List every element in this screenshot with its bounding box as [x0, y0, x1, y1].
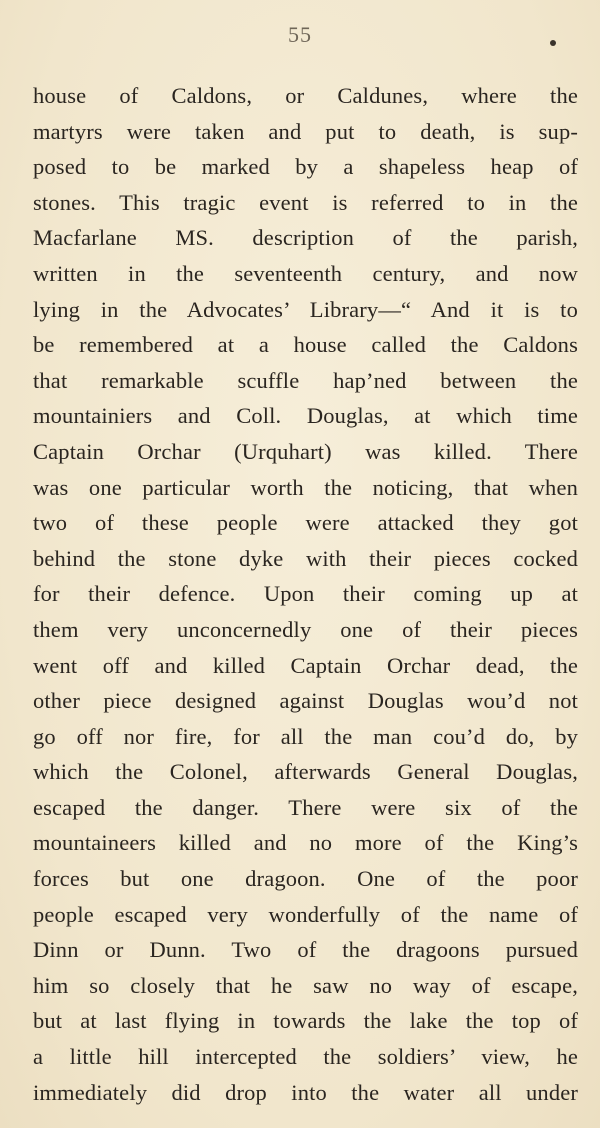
text-line: forces but one dragoon. One of the poor — [33, 866, 578, 892]
text-line: Dinn or Dunn. Two of the dragoons pursued — [33, 937, 578, 963]
text-line: go off nor fire, for all the man cou’d do, by — [33, 723, 578, 749]
text-line: but at last flying in towards the lake the top of — [33, 1008, 578, 1034]
text-line: escaped the danger. There were six of the — [33, 794, 578, 820]
text-line: went off and killed Captain Orchar dead, the — [33, 652, 578, 678]
text-line: house of Caldons, or Caldunes, where the — [33, 83, 578, 108]
text-line: behind the stone dyke with their pieces cocked — [33, 545, 578, 571]
text-line: for their defence. Upon their coming up at — [33, 581, 578, 607]
text-line: mountainiers and Coll. Douglas, at which time — [33, 403, 578, 429]
text-line: people escaped very wonderfully of the name of — [33, 901, 578, 927]
text-line: which the Colonel, afterwards General Douglas, — [33, 759, 578, 785]
text-line: written in the seventeenth century, and now — [33, 260, 578, 286]
text-line: martyrs were taken and put to death, is sup- — [33, 118, 578, 144]
text-line: Macfarlane MS. description of the parish, — [33, 225, 578, 251]
text-line: posed to be marked by a shapeless heap of — [33, 154, 578, 180]
text-line: mountaineers killed and no more of the King’s — [33, 830, 578, 856]
body-text — [33, 78, 578, 1110]
ink-speck — [550, 40, 556, 46]
text-line: immediately did drop into the water all under — [33, 1079, 578, 1105]
text-line: stones. This tragic event is referred to in the — [33, 189, 578, 215]
text-line: other piece designed against Douglas wou’d not — [33, 688, 578, 714]
text-line: a little hill intercepted the soldiers’ view, he — [33, 1044, 578, 1070]
text-line: them very unconcernedly one of their pieces — [33, 616, 578, 642]
text-line: Captain Orchar (Urquhart) was killed. There — [33, 438, 578, 464]
text-line: be remembered at a house called the Caldons — [33, 332, 578, 358]
text-line: him so closely that he saw no way of escape, — [33, 972, 578, 998]
text-line: that remarkable scuffle hap’ned between the — [33, 367, 578, 393]
text-line: lying in the Advocates’ Library—“ And it is to — [33, 296, 578, 322]
page-number: 55 — [288, 22, 312, 47]
text-line: was one particular worth the noticing, that when — [33, 474, 578, 500]
text-line: two of these people were attacked they got — [33, 510, 578, 536]
